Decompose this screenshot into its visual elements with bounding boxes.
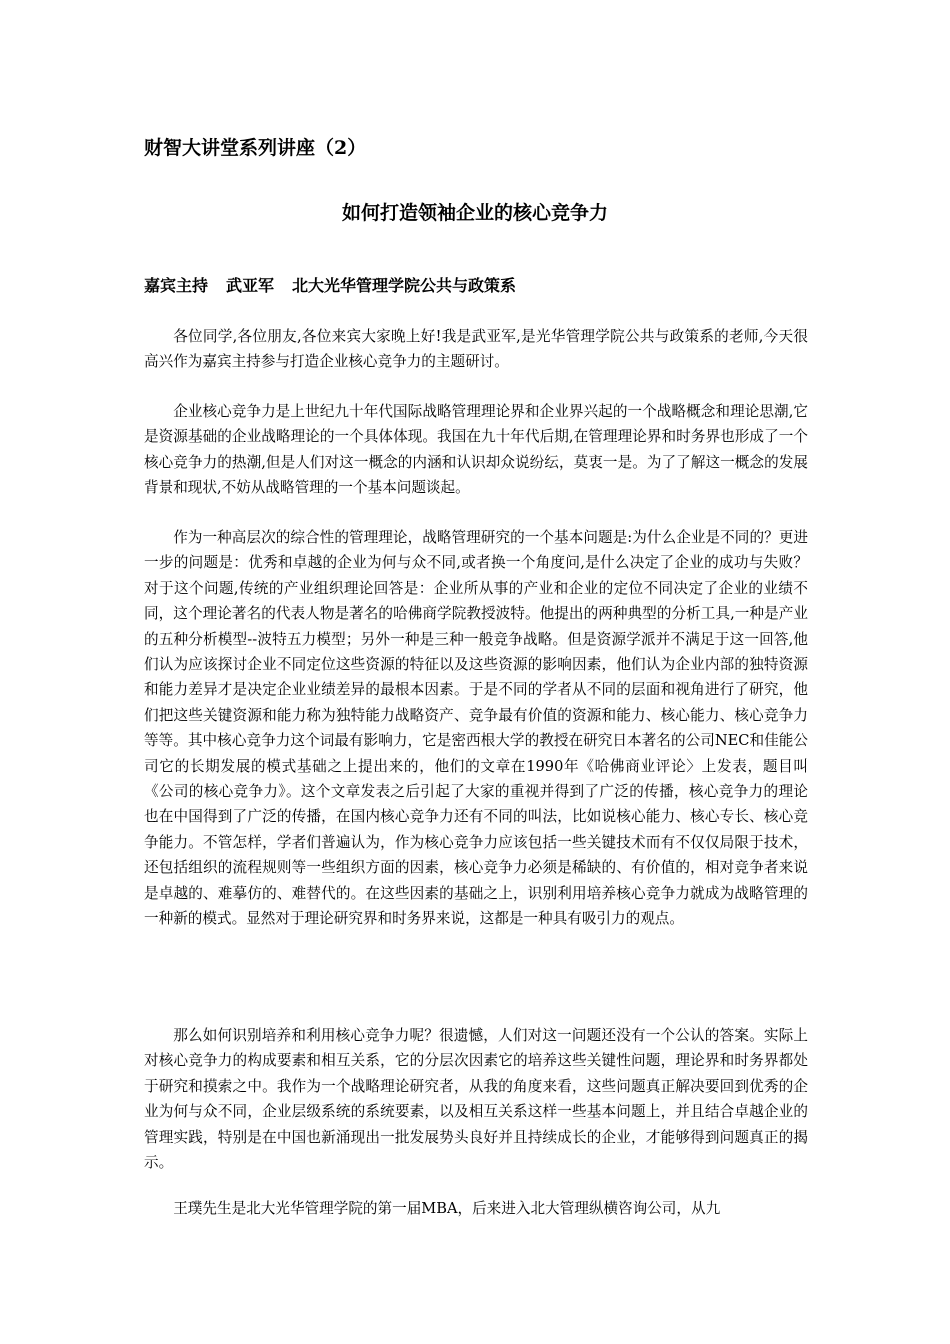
host-role: 嘉宾主持: [144, 276, 209, 295]
host-line: [144, 274, 534, 298]
body-paragraph: 企业核心竞争力是上世纪九十年代国际战略管理理论界和企业界兴起的一个战略概念和理论思潮,它是资源基础的企业战略理论的一个具体体现。我国在九十年代后期,在管理理论界和时务界也形成了一个核心竞争力的热潮,但是人们对这一概念的内涵和认识却众说纷纭，莫衷一是。为了了解这一概念的发展背景和现状,不妨从战略管理的一个基本问题谈起。: [144, 403, 808, 497]
body-paragraph: 那么如何识别培养和利用核心竞争力呢？很遗憾，人们对这一问题还没有一个公认的答案。实际上对核心竞争力的构成要素和相互关系，它的分层次因素它的培养这些关键性问题，理论界和时务界都处于研究和摸索之中。我作为一个战略理论研究者，从我的角度来看，这些问题真正解决要回到优秀的企业为何与众不同，企业层级系统的系统要素，以及相互关系这样一些基本问题上，并且结合卓越企业的管理实践，特别是在中国也新涌现出一批发展势头良好并且持续成长的企业，才能够得到问题真正的揭示。: [144, 1027, 808, 1172]
host-affiliation: 北大光华管理学院公共与政策系: [292, 276, 517, 295]
main-title: 如何打造领袖企业的核心竞争力: [341, 202, 608, 224]
body-paragraph: 王璞先生是北大光华管理学院的第一届MBA，后来进入北大管理纵横咨询公司，从九: [173, 1200, 721, 1217]
body-paragraph: 各位同学,各位朋友,各位来宾大家晚上好!我是武亚军,是光华管理学院公共与政策系的老师,今天很高兴作为嘉宾主持参与打造企业核心竞争力的主题研讨。: [144, 328, 808, 371]
host-name: 武亚军: [226, 276, 275, 295]
body-paragraph: 作为一种高层次的综合性的管理理论，战略管理研究的一个基本问题是:为什么企业是不同的？更进一步的问题是：优秀和卓越的企业为何与众不同,或者换一个角度问,是什么决定了企业的成功与失败？对于这个问题,传统的产业组织理论回答是：企业所从事的产业和企业的定位不同决定了企业的业绩不同，这个理论著名的代表人物是著名的哈佛商学院教授波特。他提出的两种典型的分析工具,一种是产业的五种分析模型--波特五力模型；另外一种是三种一般竞争战略。但是资源学派并不满足于这一回答,他们认为应该探讨企业不同定位这些资源的特征以及这些资源的影响因素，他们认为企业内部的独特资源和能力差异才是决定企业业绩差异的最根本因素。于是不同的学者从不同的层面和视角进行了研究，他们把这些关键资源和能力称为独特能力战略资产、竞争最有价值的资源和能力、核心能力、核心竞争力等等。其中核心竞争力这个词最有影响力，它是密西根大学的教授在研究日本著名的公司NEC和佳能公司它的长期发展的模式基础之上提出来的，他们的文章在1990年《哈佛商业评论〉上发表，题目叫《公司的核心竞争力》。这个文章发表之后引起了大家的重视并得到了广泛的传播，核心竞争力的理论也在中国得到了广泛的传播，在国内核心竞争力还有不同的叫法，比如说核心能力、核心专长、核心竞争能力。不管怎样，学者们普遍认为，作为核心竞争力应该包括一些关键技术而有不仅仅局限于技术，还包括组织的流程规则等一些组织方面的因素，核心竞争力必须是稀缺的、有价值的，相对竞争者来说是卓越的、难摹仿的、难替代的。在这些因素的基础之上，识别利用培养核心竞争力就成为战略管理的一种新的模式。显然对于理论研究界和时务界来说，这都是一种具有吸引力的观点。: [144, 529, 808, 928]
series-title: 财智大讲堂系列讲座（2）: [144, 137, 367, 159]
